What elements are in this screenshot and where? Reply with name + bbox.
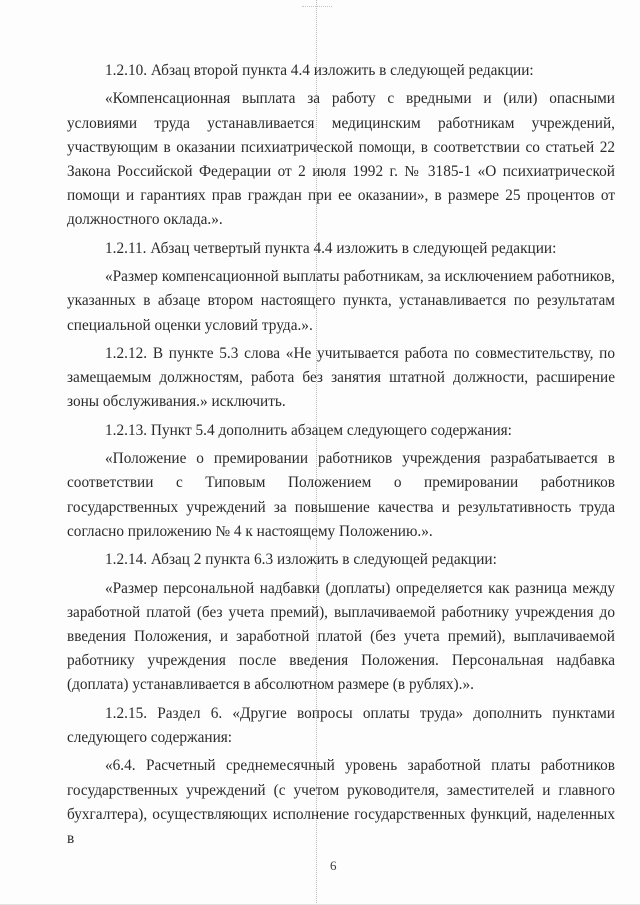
scan-top-mark — [302, 0, 332, 7]
paragraph-1-2-13: 1.2.13. Пункт 5.4 дополнить абзацем следующего содержания: — [105, 421, 512, 439]
paragraph-1-2-11: 1.2.11. Абзац четвертый пункта 4.4 изложить в следующей редакции: — [105, 239, 557, 257]
paragraph-compensation-size: «Размер компенсационной выплаты работникам, за исключением работников, указанных в абзаце втором настоящего пункта, устанавливается по результатам специальной оценки условий труда.». — [67, 268, 615, 334]
paragraph-personal-allowance: «Размер персональной надбавки (доплаты) определяется как разница между заработной платой (без учета премий), выплачиваемой работнику учреждения до введения Положения, и заработной платой (без учета премий), выплачиваемой работнику учреждения после введения Положения. Персональная надбавка (доплата) устанавливается в абсолютном размере (в рублях).». — [67, 579, 615, 694]
paragraph-1-2-14: 1.2.14. Абзац 2 пункта 6.3 изложить в следующей редакции: — [105, 551, 497, 569]
paragraph-1-2-12: 1.2.12. В пункте 5.3 слова «Не учитывается работа по совместительству, по замещаемым должностям, работа без занятия штатной должности, расширение зоны обслуживания.» исключить. — [67, 344, 615, 411]
paragraph-1-2-10: 1.2.10. Абзац второй пункта 4.4 изложить в следующей редакции: — [105, 62, 534, 79]
paragraph-compensation-harmful: «Компенсационная выплата за работу с вредными и (или) опасными условиями труда устанавливается медицинским работникам учреждений, участвующим в оказании психиатрической помощи, в соответствии со статьей 22 Закона Российской Федерации от 2 июля 1992 г. № 3185-1 «О психиатрической помощи и гарантиях прав граждан при ее оказании», в размере 25 процентов от должностного оклада.». — [67, 90, 615, 229]
paragraph-6-4: «6.4. Расчетный среднемесячный уровень заработной платы работников государственных учреждений (с учетом руководителя, заместителей и главного бухгалтера), осуществляющих исполнение государственных функций, наделенных в — [67, 757, 615, 847]
paragraph-1-2-15: 1.2.15. Раздел 6. «Другие вопросы оплаты труда» дополнить пунктами следующего содержания: — [67, 704, 615, 746]
paragraph-bonus-regulation: «Положение о премировании работников учреждения разрабатывается в соответствии с Типовым Положением о премировании работников государственных учреждений за повышение качества и результативность труда согласно приложению № 4 к настоящему Положению.». — [67, 450, 615, 540]
page-number: 6 — [330, 858, 337, 873]
document-body — [67, 59, 615, 855]
